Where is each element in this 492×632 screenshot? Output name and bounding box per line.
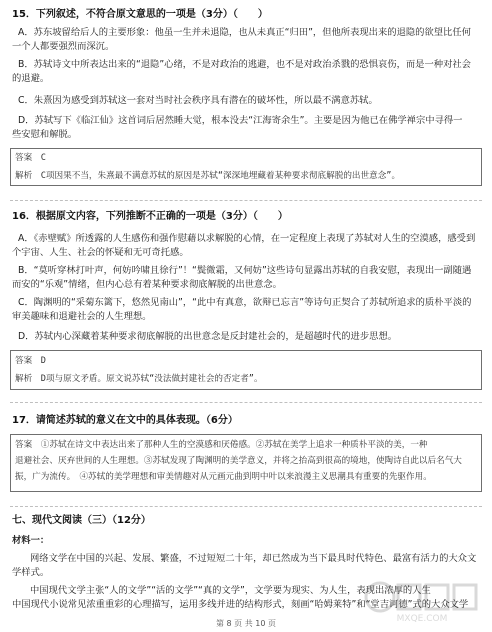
q17-answer-line-1: 答案 ①苏轼在诗文中表达出来了那种人生的空漠感和厌倦感。②苏轼在美学上追求一种质朴平淡的美，一种 [15, 440, 428, 450]
question-16-title: 16．根据原文内容，下列推断不正确的一项是（3分）（ ） [12, 211, 288, 222]
divider [10, 402, 482, 403]
q15-answer: 答案 C [15, 153, 46, 163]
q17-answer-line-3: 振，广为流传。 ④苏轼的美学理想和审美情趣对从元画元曲到明中叶以来浪漫主义思潮具有重要的先驱作用。 [15, 472, 432, 482]
q15-answer-box [10, 148, 482, 186]
q16-option-a-cont: 个宇宙、人生、社会的怀疑和无可奇托感。 [12, 247, 189, 258]
svg-text:MXQE.COM: MXQE.COM [396, 614, 448, 624]
q15-option-b-cont: 的退避。 [12, 73, 50, 84]
question-17-title: 17．请简述苏轼的意义在文中的具体表现。（6分） [12, 415, 238, 426]
divider [10, 506, 482, 507]
passage-paragraph-2: 中国现代文学主张“人的文学”“活的文学”“真的文学”，文学要为现实、为人生，表现出浓厚的人生 [30, 585, 431, 596]
passage-paragraph-2-cont: 中国现代小说常见浓重重彩的心理描写，运用多线并进的结构形式，刻画“哈姆莱特”和“堂吉诃德”式的大众文学 [12, 599, 469, 610]
q15-option-a-cont: 一个人都要强烈而深沉。 [12, 41, 115, 52]
q15-option-a: A．苏东坡留给后人的主要形象：他虽一生并未退隐，也从未真正“归田”，但他所表现出来的退隐的欲望比任何 [18, 27, 471, 38]
q16-analysis: 解析 D项与原文矛盾。原文说苏轼“没法做封建社会的否定者”。 [15, 374, 263, 384]
q15-option-d-cont: 些安慰和解脱。 [12, 129, 78, 140]
q16-option-a: A．《赤壁赋》所透露的人生感伤和强作慰藉以求解脱的心情，在一定程度上表现了苏轼对人生的空漠感，感受到 [18, 233, 476, 244]
q16-option-d: D．苏轼内心深藏着某种要求彻底解脱的出世意念是反封建社会的，是超越时代的进步思想。 [18, 331, 398, 342]
page-footer: 第 8 页 共 10 页 [216, 619, 276, 628]
q17-answer-line-2: 退避社会、厌弃世间的人生理想。③苏轼发现了陶渊明的美学意义，并将之抬高到很高的境地，使陶诗自此以后名气大 [15, 456, 462, 466]
section-7-title: 七、现代文阅读（三）（12分） [12, 515, 151, 526]
q15-option-d: D．苏轼写下《临江仙》这首词后居然睡大觉，根本没去“江海寄余生”。主要是因为他已在佛学禅宗中寻得一 [18, 115, 463, 126]
q16-answer-box [10, 350, 482, 390]
question-15-title: 15．下列叙述，不符合原文意思的一项是（3分）（ ） [12, 9, 268, 20]
q16-option-c-cont: 审美趣味和退避社会的人生理想。 [12, 311, 152, 322]
q16-option-b: B．“莫听穿林打叶声，何妨吟啸且徐行”！“鬓微霜，又何妨”这些诗句显露出苏轼的自我安慰，表现出一副随遇 [18, 265, 472, 276]
q15-option-c: C．朱熹因为感受到苏轼这一套对当时社会秩序具有潜在的破坏性，所以最不满意苏轼。 [18, 95, 378, 106]
q16-answer: 答案 D [15, 356, 46, 366]
passage-paragraph-1-cont: 学样式。 [12, 567, 50, 578]
q16-option-b-cont: 而安的“乐观”情绪，但内心总有着某种要求彻底解脱的出世意念。 [12, 279, 282, 290]
q17-answer-box [10, 434, 482, 492]
divider [10, 200, 482, 201]
passage-paragraph-1: 网络文学在中国的兴起、发展、繁盛，不过短短二十年，却已然成为当下最具时代特色、最富有活力的大众文 [30, 553, 477, 564]
q15-option-b: B．苏轼诗文中所表达出来的“退隐”心绪，不是对政治的逃避，也不是对政治杀戮的恐惧哀伤，而是一种对社会 [18, 59, 471, 70]
q16-option-c: C．陶渊明的“采菊东篱下，悠然见南山”，“此中有真意，欲辩已忘言”等诗句正契合了苏轼所追求的质朴平淡的 [18, 297, 472, 308]
q15-analysis: 解析 C项因果不当，朱熹最不满意苏轼的原因是苏轼“深深地埋藏着某种要求彻底解脱的出世意念”。 [15, 171, 401, 181]
material-label: 材料一： [12, 535, 50, 546]
